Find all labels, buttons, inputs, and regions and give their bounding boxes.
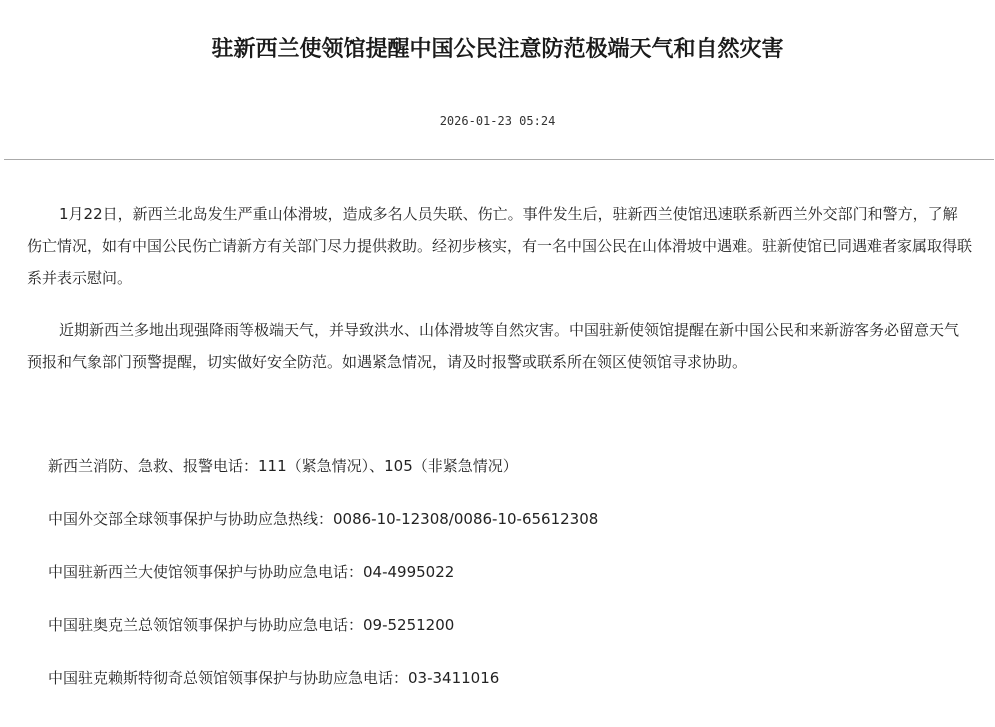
article-paragraph-2: 近期新西兰多地出现强降雨等极端天气，并导致洪水、山体滑坡等自然灾害。中国驻新使领馆提醒在新中国公民和来新游客务必留意天气预报和气象部门预警提醒，切实做好安全防范。如遇紧急情况，请及时报警或联系所在领区使领馆寻求协助。 <box>27 321 960 371</box>
contact-embassy-wellington: 中国驻新西兰大使馆领事保护与协助应急电话：04-4995022 <box>48 563 455 581</box>
article-title: 驻新西兰使领馆提醒中国公民注意防范极端天气和自然灾害 <box>211 36 784 62</box>
emergency-contact-list <box>48 455 968 720</box>
article-paragraph-1: 1月22日，新西兰北岛发生严重山体滑坡，造成多名人员失联、伤亡。事件发生后，驻新西兰使馆迅速联系新西兰外交部门和警方，了解伤亡情况，如有中国公民伤亡请新方有关部门尽力提供救助。经初步核实，有一名中国公民在山体滑坡中遇难。驻新使馆已同遇难者家属取得联系并表示慰问。 <box>27 205 973 287</box>
contact-nz-emergency: 新西兰消防、急救、报警电话：111（紧急情况）、105（非紧急情况） <box>48 457 518 475</box>
contact-consulate-auckland: 中国驻奥克兰总领馆领事保护与协助应急电话：09-5251200 <box>48 616 455 634</box>
contact-mfa-hotline: 中国外交部全球领事保护与协助应急热线：0086-10-12308/0086-10-65612308 <box>48 510 599 528</box>
title-divider <box>4 159 994 160</box>
contact-consulate-christchurch: 中国驻克赖斯特彻奇总领馆领事保护与协助应急电话：03-3411016 <box>48 669 500 687</box>
publish-date: 2026-01-23 05:24 <box>439 114 556 128</box>
